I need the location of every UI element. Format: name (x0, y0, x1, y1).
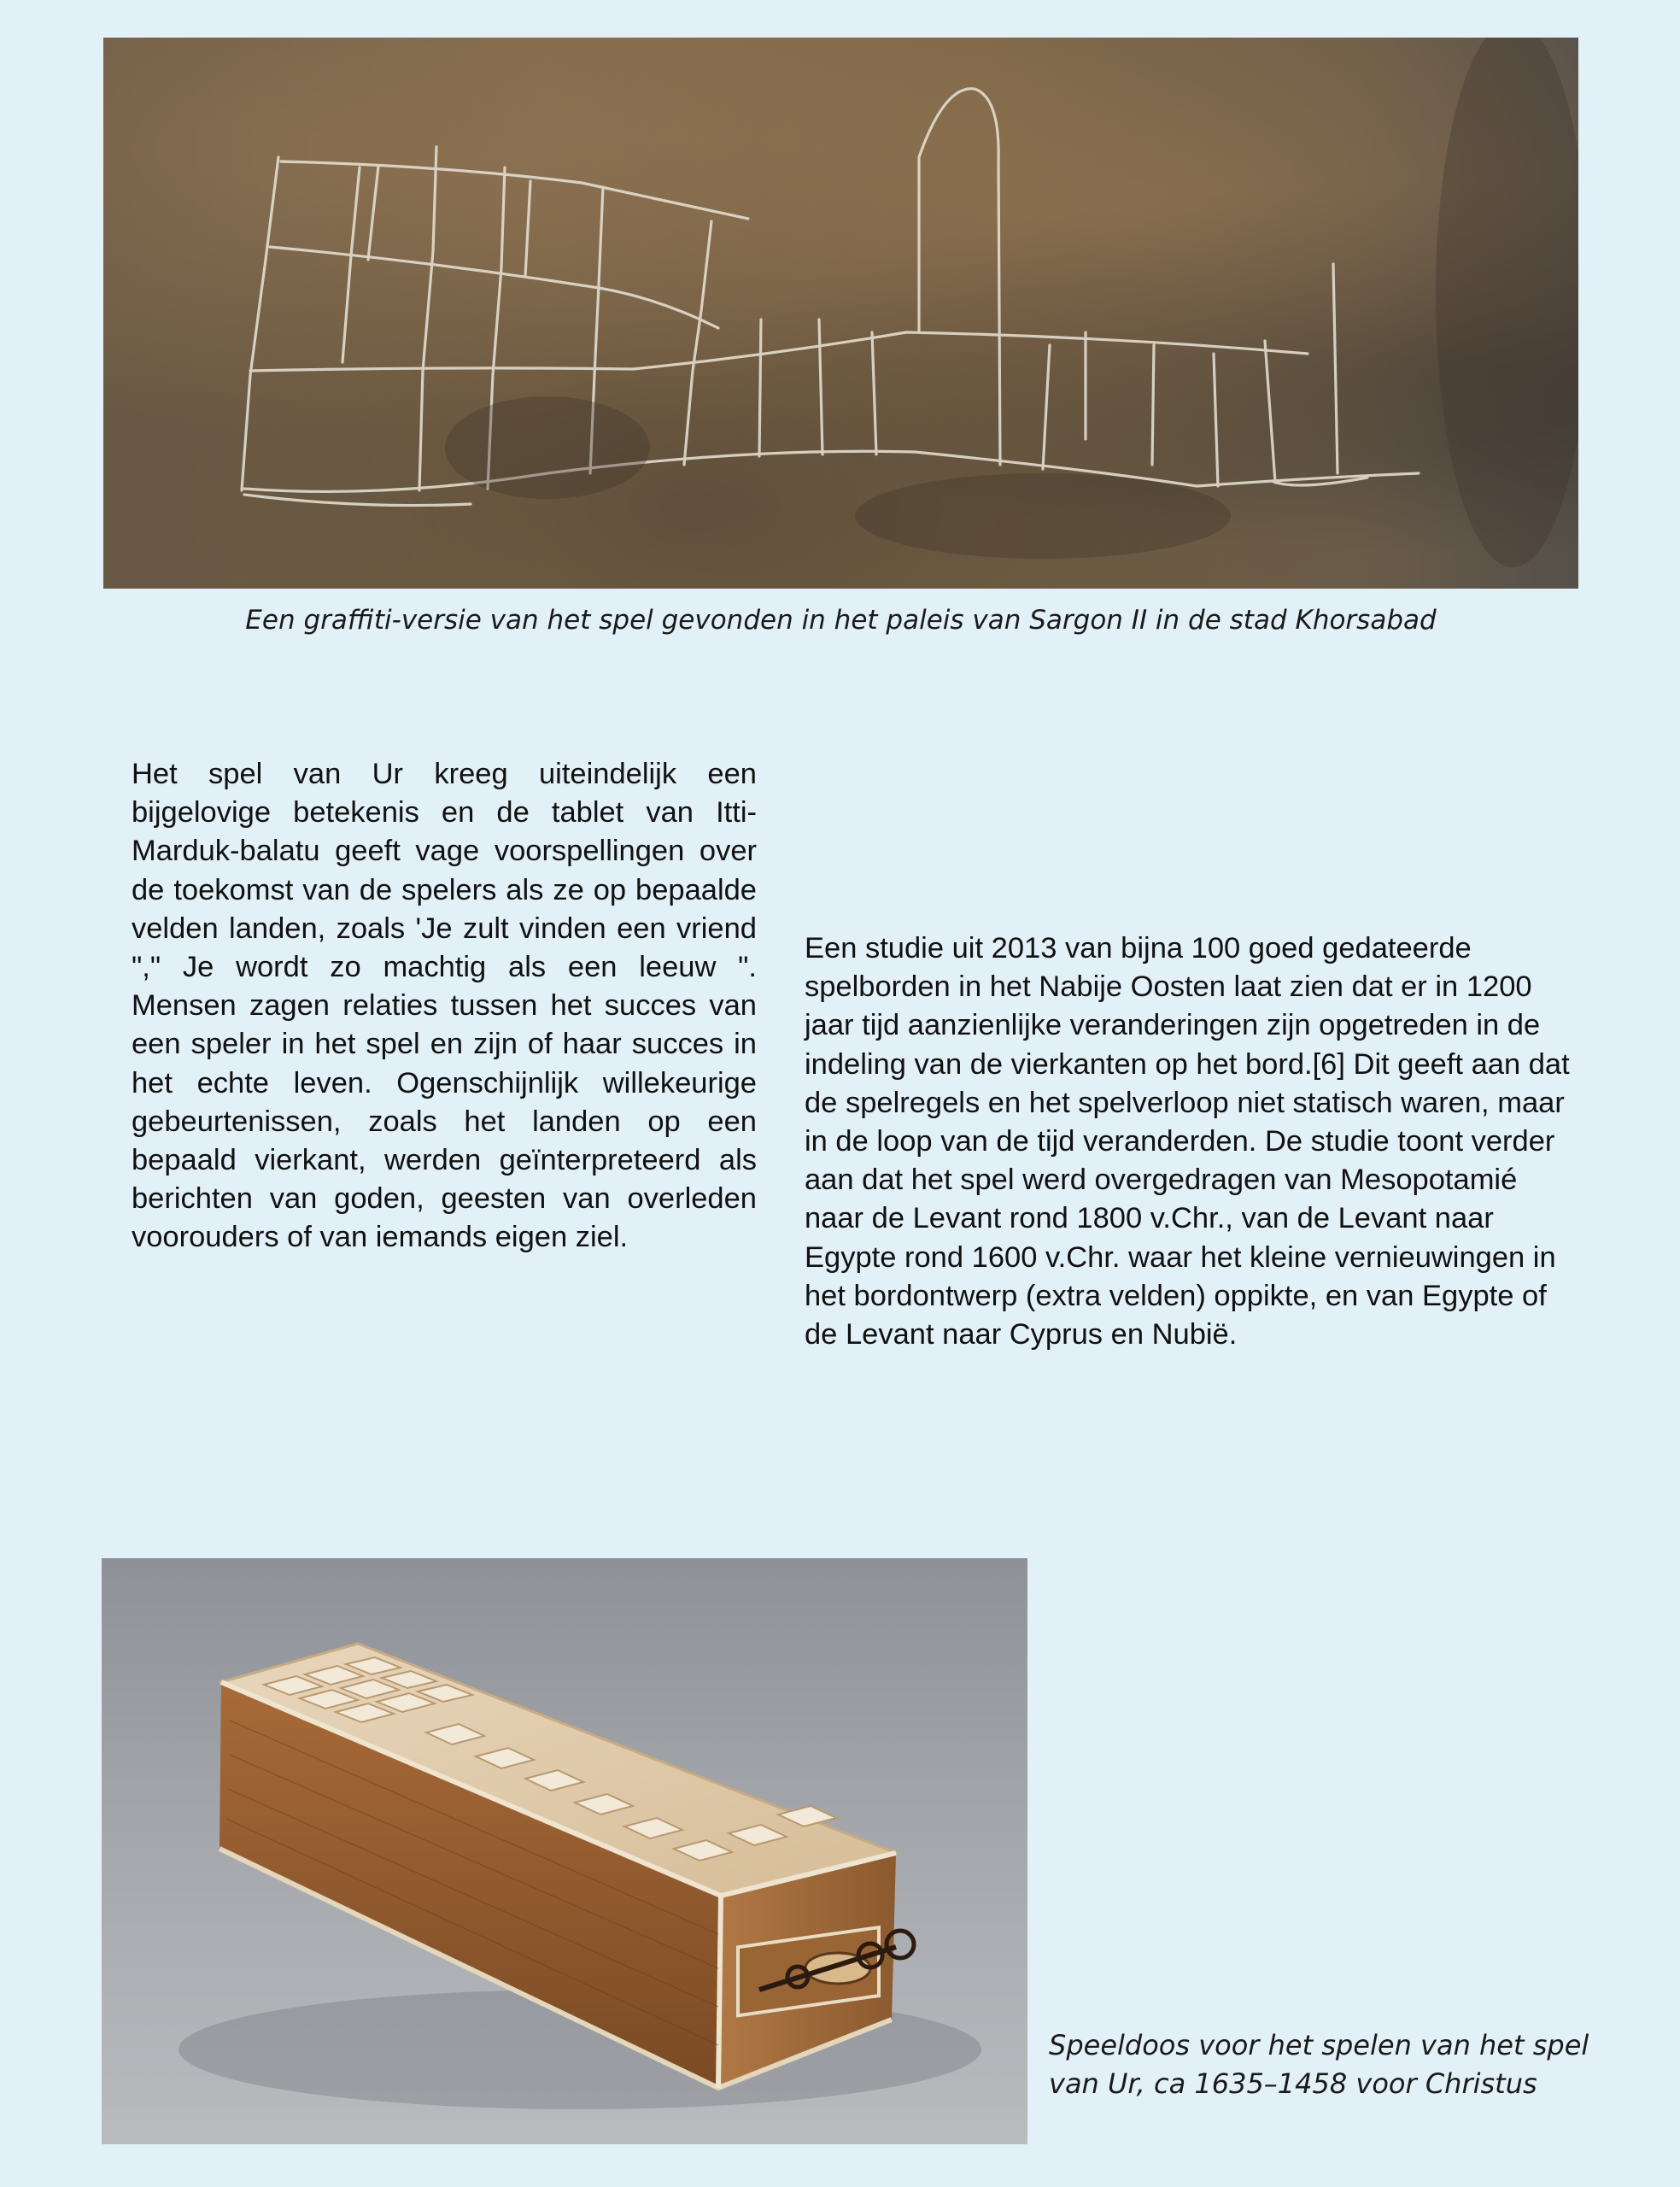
game-box-caption-line-1: Speeldoos voor het spelen van het spel (1049, 2029, 1589, 2061)
game-box-caption (1049, 2026, 1595, 2103)
graffiti-board-photo (103, 38, 1578, 589)
left-text-column (132, 755, 757, 1258)
game-box-photo (102, 1558, 1027, 2144)
game-box-caption-line-2: van Ur, ca 1635–1458 voor Christus (1049, 2067, 1537, 2100)
left-paragraph: Het spel van Ur kreeg uiteindelijk een bijgelovige betekenis en de tablet van Itti-Marduk-balatu geeft vage voorspellingen over de toekomst van de spelers als ze op bepaalde velden landen, zoals 'Je zult vinden een vriend "," Je wordt zo machtig als een leeuw ". Mensen zagen relaties tussen het succes van een speler in het spel en zijn of haar succes in het echte leven. Ogenschijnlijk willekeurige gebeurtenissen, zoals het landen op een bepaald vierkant, werden geïnterpreteerd als berichten van goden, geesten van overleden voorouders of van iemands eigen ziel. (132, 758, 757, 1254)
right-paragraph: Een studie uit 2013 van bijna 100 goed gedateerde spelborden in het Nabije Oosten laat zien dat er in 1200 jaar tijd aanzienlijke veranderingen zijn opgetreden in de indeling van de vierkanten op het bord.[6] Dit geeft aan dat de spelregels en het spelverloop niet statisch waren, maar in de loop van de tijd veranderden. De studie toont verder aan dat het spel werd overgedragen van Mesopotamié naar de Levant rond 1800 v.Chr., van de Levant naar Egypte rond 1600 v.Chr. waar het kleine vernieuwingen in het bordontwerp (extra velden) oppikte, en van Egypte of de Levant naar Cyprus en Nubië. (805, 932, 1570, 1351)
graffiti-scratches (103, 38, 1578, 589)
graffiti-caption: Een graffiti-versie van het spel gevonden in het paleis van Sargon II in de stad Khorsabad (245, 605, 1437, 636)
game-box-illustration (102, 1558, 1027, 2144)
right-text-column (805, 929, 1573, 1354)
